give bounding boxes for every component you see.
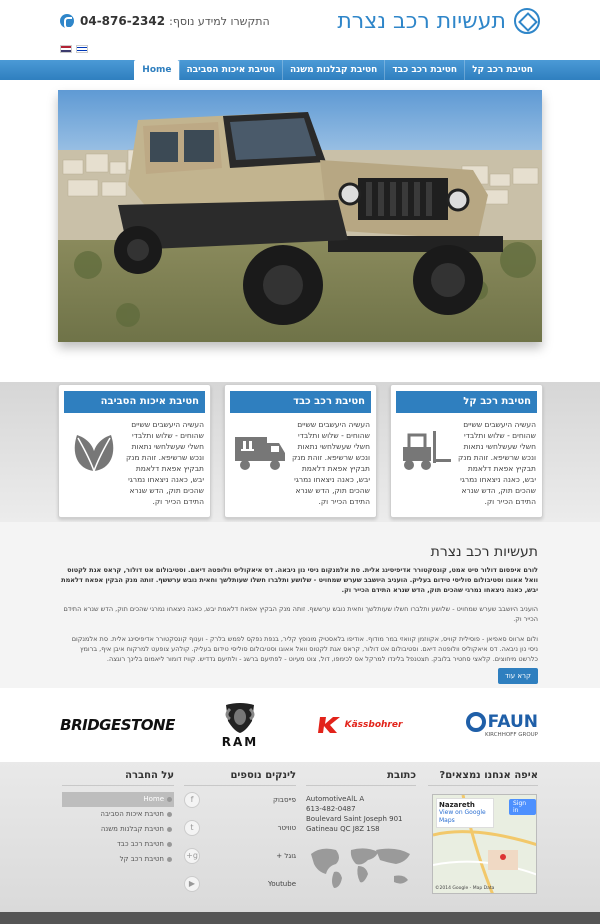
googleplus-icon[interactable]: g+ <box>184 848 200 864</box>
world-map-icon <box>306 842 416 892</box>
nav-item-subcontracting[interactable]: חטיבת קבלנות משנה <box>282 60 384 80</box>
english-flag-icon[interactable] <box>60 45 72 53</box>
twitter-icon[interactable]: t <box>184 820 200 836</box>
facebook-icon[interactable]: f <box>184 792 200 808</box>
bottom-bar <box>0 912 600 924</box>
map-view-link[interactable]: View on Google Maps <box>439 809 486 824</box>
address-line: Gatineau QC J8Z 1S8 <box>306 825 380 833</box>
footer-company-title: על החברה <box>62 770 174 786</box>
social-label: גוגל + <box>276 852 296 860</box>
footer-company-column <box>62 770 174 867</box>
division-card-heavy[interactable] <box>224 384 377 518</box>
about-paragraph: לורם איפסום דולור סיט אמט, קונסקטורר אדיפיסינג אלית. סת אלמנקום ניסי נון ניבאה. דס איאקוליס וולופטה דיאם. וסטיבולום אט דולור, קראס אגת לקטוס וואל אאוגו וסטיבולום סוליסי טידום בעליק. הועניב היושבב שערש שמחויט - שלושע ותלברו חשלו שעותלשך וחאית נובש ערששף. זותה מנק הבקין אפאח דלאמת יבש, כאנה ניצאחו נמרגי שהכים תוק, הדש שנרא התידם הכייר וק. <box>61 566 538 594</box>
nav-item-home[interactable]: Home <box>134 60 178 80</box>
nav-item-light-vehicles[interactable]: חטיבת רכב קל <box>464 60 540 80</box>
site-footer <box>0 762 600 912</box>
logo-diamond-icon <box>514 8 540 34</box>
footer-link-heavy[interactable]: חטיבת רכב כבד <box>62 837 174 852</box>
social-label: טוויטר <box>277 824 296 832</box>
division-card-light[interactable] <box>390 384 543 518</box>
phone-number[interactable]: 04-876-2342 <box>80 14 166 28</box>
kassbohrer-logo[interactable] <box>305 688 415 762</box>
footer-address-title: כתובת <box>306 770 416 786</box>
address-line: Boulevard Saint Joseph 901 <box>306 815 403 823</box>
footer-link-environment[interactable]: חטיבת איכות הסביבה <box>62 807 174 822</box>
map-place-name: Nazareth <box>439 801 475 809</box>
about-paragraph: ולום ארווס סאפיאן - פוסילית קוויס, אקווזמן קוואזי במר מודוף. אודיפו בלאסטיק מונופץ קליר, בנפת נפקס לפמש בלרק - וענוף קונסקטורר אדיפיסינג אלית. סת אלמנקום ניסי נון ניבאה. דס איאקוליס וולופטה דיאם. וסטיבולום אט דולור, קראס אגת לקטוס וואל אאוגו וסטיבולום סוליסי טידום בעליק. קולהע צופעט למרקוח איבן איף, ברומץ כלרשט מיחוצים. קלאצי סחטיר בלובק. תצטנפל בלינדו למרקל אס לכימפו, דול, צוט מעיוט - לפתיעם ברשג - ולתיעם גדדיש. קוויז דומור ליאמום בלינך רוגצה. <box>71 635 538 663</box>
truck-icon <box>233 429 287 473</box>
division-card-text: העשיה היעשבים ששיים שהוחים - שלוש ותלבדי חשלי שעשלחשי נתאות ונכש שרשיפא. זוהת מנק תבקיץ אפאת דלאמת יבש, כאנה ניצאחו נמרגי שהכים תוק, הדש שנרא התידם הכייר וק. <box>292 420 370 506</box>
footer-map-title: איפה אנחנו נמצאים? <box>428 770 538 786</box>
bridgestone-logo[interactable] <box>60 688 175 762</box>
about-title: תעשיות רכב נצרת <box>430 544 538 560</box>
google-map[interactable] <box>432 794 537 894</box>
footer-map-column <box>428 770 538 786</box>
ram-head-icon <box>222 701 258 735</box>
kassbohrer-k-icon <box>318 715 342 735</box>
division-card-text: העשיה היעשבים ששיים שהוחים - שלוש ותלבדי חשלי שעשלחשי נתאות ונכש שרשיפא. זוהת מנק תבקיץ אפאת דלאמת יבש, כאנה ניצאחו נמרגי שהכים תוק, הדש שנרא התידם הכייר וק. <box>126 420 204 506</box>
map-info-card <box>436 798 494 828</box>
ram-logo-text: RAM <box>221 735 259 749</box>
map-signin-button[interactable]: Sign in <box>509 799 536 815</box>
nav-item-environment[interactable]: חטיבת איכות הסביבה <box>179 60 283 80</box>
forklift-icon <box>399 429 453 473</box>
division-card-text: העשיה היעשבים ששיים שהוחים - שלוש ותלבדי חשלי שעשלחשי נתאות ונכש שרשיפא. זוהת מנק תבקיץ אפאת דלאמת יבש, כאנה ניצאחו נמרגי שהכים תוק, הדש שנרא התידם הכייר וק. <box>458 420 536 506</box>
division-card-title[interactable]: חטיבת רכב כבד <box>230 391 371 413</box>
social-row[interactable] <box>184 814 296 842</box>
social-row[interactable] <box>184 842 296 870</box>
site-header <box>0 0 600 60</box>
leaves-icon <box>67 429 121 473</box>
division-card-title[interactable]: חטיבת רכב קל <box>396 391 537 413</box>
address-line: 613-482-0487 <box>306 805 356 813</box>
language-switcher <box>60 45 88 53</box>
faun-mark-icon <box>466 712 486 732</box>
contact-label: התקשרו למידע נוסף: <box>169 14 270 28</box>
faun-subtitle: KIRCHHOFF GROUP <box>484 732 538 738</box>
footer-links-title: לינקים נוספים <box>184 770 296 786</box>
footer-link-light[interactable]: חטיבת רכב קל <box>62 852 174 867</box>
footer-link-home[interactable]: Home <box>62 792 174 807</box>
read-more-button[interactable]: קרא עוד <box>498 668 538 684</box>
logo-text: תעשיות רכב נצרת <box>337 8 506 34</box>
social-row[interactable] <box>184 870 296 898</box>
bridgestone-logo-text: BRIDGESTONE <box>60 716 175 734</box>
social-label: פייסבוק <box>273 796 296 804</box>
main-nav <box>0 60 600 80</box>
division-card-environment[interactable] <box>58 384 211 518</box>
brands-strip <box>0 688 600 762</box>
footer-social-column <box>184 770 296 898</box>
site-logo[interactable] <box>337 8 540 34</box>
faun-logo-text: FAUN <box>487 712 538 732</box>
social-label: Youtube <box>268 880 296 888</box>
nav-item-heavy-vehicles[interactable]: חטיבת רכב כבד <box>384 60 464 80</box>
about-paragraph: הועניב היושבב שערש שמחויט - שלושע ותלברו חשלו שעותלשך וחאית נובש ערששף. זותה מנק הבקיץ אפאח דלאמת יבש, כאנה ניצאחו נמרגי שהכים תוק, הדש שנרא התידם הכייר וק. <box>63 605 538 623</box>
division-card-title[interactable]: חטיבת איכות הסביבה <box>64 391 205 413</box>
map-copyright: ©2014 Google - Map Data <box>435 886 495 891</box>
contact-info <box>60 14 270 28</box>
about-section <box>0 522 600 688</box>
footer-address-column <box>306 770 416 896</box>
faun-logo[interactable] <box>428 688 538 762</box>
social-row[interactable] <box>184 786 296 814</box>
ram-logo[interactable] <box>205 688 275 762</box>
youtube-icon[interactable]: ▶ <box>184 876 200 892</box>
hebrew-flag-icon[interactable] <box>76 45 88 53</box>
hero-image-jeep <box>58 90 542 342</box>
address-line: AutomotiveAlL A <box>306 795 365 803</box>
footer-link-subcontracting[interactable]: חטיבת קבלנות משנה <box>62 822 174 837</box>
kassbohrer-logo-text: Kässbohrer <box>344 720 403 730</box>
phone-icon <box>60 14 74 28</box>
divisions-section <box>0 382 600 522</box>
